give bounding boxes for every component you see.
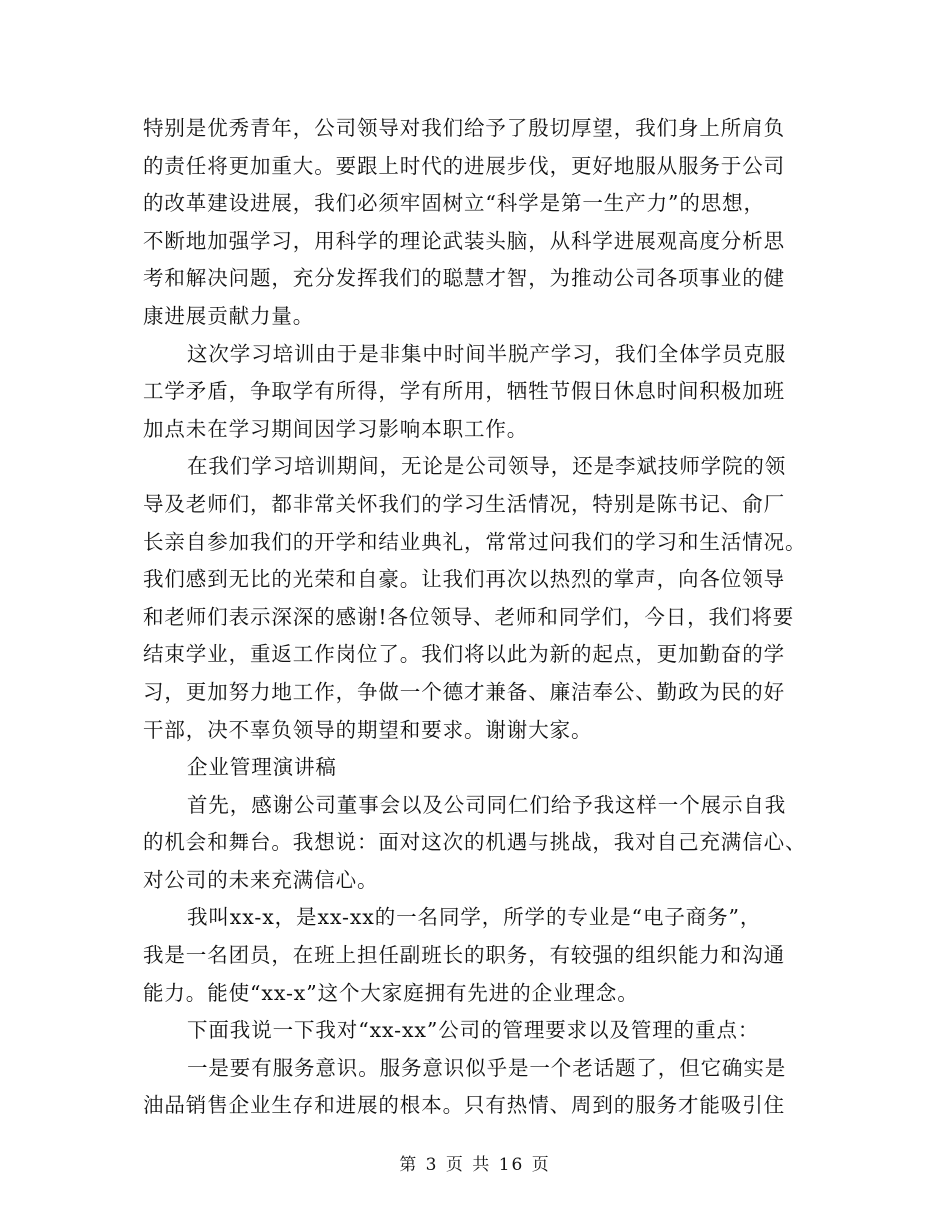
text-line: 工学矛盾，争取学有所得，学有所用，牺牲节假日休息时间积极加班 (143, 379, 785, 404)
section-heading: 企业管理演讲稿 (187, 755, 337, 780)
text-line: 康进展贡献力量。 (143, 303, 315, 328)
paragraph-first-line: 我叫xx-x，是xx-xx的一名同学，所学的专业是“电子商务”， (187, 905, 762, 930)
text-line: 加点未在学习期间因学习影响本职工作。 (143, 416, 529, 441)
text-line: 导及老师们，都非常关怀我们的学习生活情况，特别是陈书记、俞厂 (143, 491, 785, 516)
text-line: 的机会和舞台。我想说：面对这次的机遇与挑战，我对自己充满信心、 (143, 830, 807, 855)
text-line: 和老师们表示深深的感谢!各位领导、老师和同学们，今日，我们将要 (143, 604, 795, 629)
text-line: 特别是优秀青年，公司领导对我们给予了殷切厚望，我们身上所肩负 (143, 116, 785, 140)
paragraph-first-line: 下面我说一下我对“xx-xx”公司的管理要求以及管理的重点： (187, 1018, 760, 1043)
text-line: 能力。能使“xx-x”这个大家庭拥有先进的企业理念。 (143, 980, 639, 1005)
text-line: 我是一名团员，在班上担任副班长的职务，有较强的组织能力和沟通 (143, 943, 785, 968)
text-line: 油品销售企业生存和进展的根本。只有热情、周到的服务才能吸引住 (143, 1093, 785, 1118)
text-line: 对公司的未来充满信心。 (143, 867, 379, 892)
text-line: 的责任将更加重大。要跟上时代的进展步伐，更好地服从服务于公司 (143, 153, 785, 178)
paragraph-first-line: 这次学习培训由于是非集中时间半脱产学习，我们全体学员克服 (187, 341, 787, 366)
paragraph-first-line: 一是要有服务意识。服务意识似乎是一个老话题了，但它确实是 (187, 1055, 787, 1080)
text-line: 长亲自参加我们的开学和结业典礼，常常过问我们的学习和生活情况。 (143, 529, 807, 554)
text-line: 的改革建设进展，我们必须牢固树立“科学是第一生产力”的思想， (143, 191, 765, 216)
text-line: 干部，决不辜负领导的期望和要求。谢谢大家。 (143, 717, 593, 742)
text-line: 不断地加强学习，用科学的理论武装头脑，从科学进展观高度分析思 (143, 228, 785, 253)
paragraph-first-line: 首先，感谢公司董事会以及公司同仁们给予我这样一个展示自我 (187, 792, 787, 817)
document-body (143, 110, 808, 1125)
text-line: 结束学业，重返工作岗位了。我们将以此为新的起点，更加勤奋的学 (143, 642, 785, 667)
paragraph-first-line: 在我们学习培训期间，无论是公司领导，还是李斌技师学院的领 (187, 454, 787, 479)
page-footer: 第 3 页 共 16 页 (399, 1155, 551, 1175)
text-line: 习，更加努力地工作，争做一个德才兼备、廉洁奉公、勤政为民的好 (143, 679, 785, 704)
text-line: 我们感到无比的光荣和自豪。让我们再次以热烈的掌声，向各位领导 (143, 567, 785, 592)
text-line: 考和解决问题，充分发挥我们的聪慧才智，为推动公司各项事业的健 (143, 266, 785, 291)
